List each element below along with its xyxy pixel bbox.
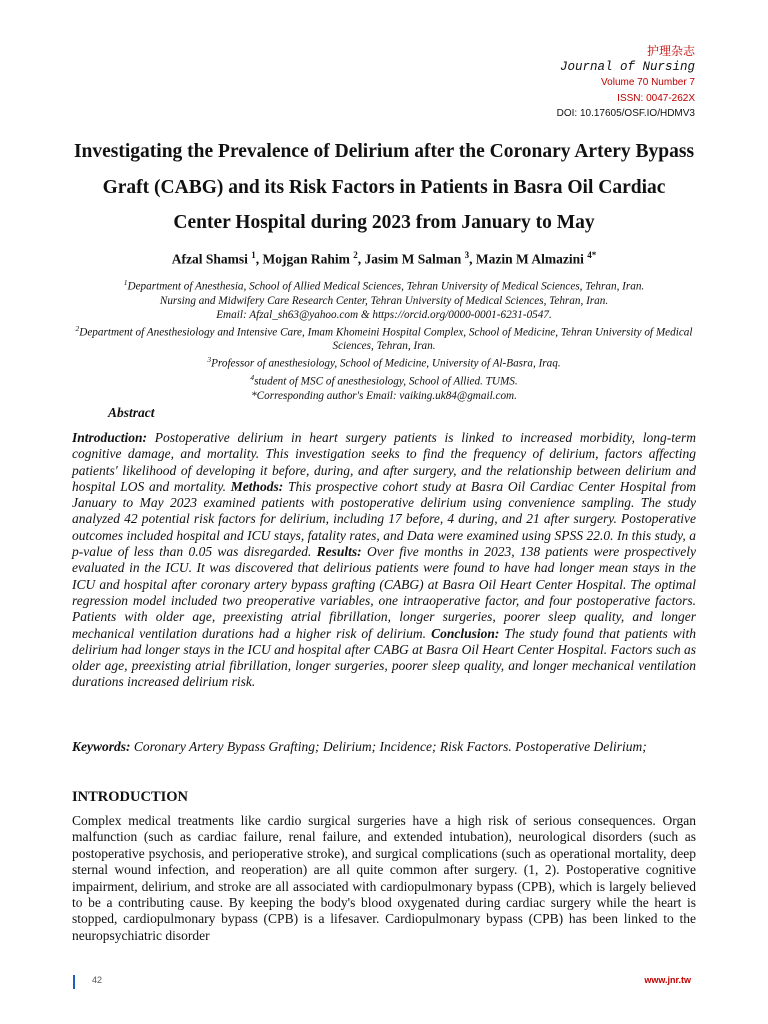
abstract-intro-text: Postoperative delirium in heart surgery patients is linked to increased morbidity, long-term cognitive damage, and mortality. This investigation seeks to find the frequency of delirium, factors affecting patients' likelihood of developing it before, during, and after surgery, and the relationship between delirium and hospital LOS and mortality. [72, 430, 696, 494]
author-separator: , [357, 251, 365, 267]
author-sup: 4* [587, 250, 597, 260]
affiliations [72, 276, 696, 403]
affiliation-line [72, 353, 696, 371]
author-list [72, 250, 696, 268]
paper-title: Investigating the Prevalence of Delirium after the Coronary Artery Bypass Graft (CABG) and its Risk Factors in Patients in Basra Oil Cardiac Center Hospital during 2023 from January to May [73, 141, 695, 233]
author-separator: , [469, 251, 476, 267]
abstract-conclusion-text: The study found that patients with delirium had longer stays in the ICU and hospital after CABG at Basra Oil Heart Center Hospital. Factors such as older age, preexisting atrial fibrillation, longer surgeries, poorer sleep quality, and longer mechanical ventilation durations increased delirium risk. [72, 625, 696, 690]
affiliation-sup: 1 [123, 278, 128, 287]
author-name: Mazin M Almazini [475, 251, 588, 267]
author-sup: 3 [464, 250, 470, 260]
abstract-intro-label: Introduction: [72, 430, 148, 445]
page-number: 42 [92, 975, 103, 985]
affiliation-sup: 3 [207, 355, 212, 365]
introduction-heading: INTRODUCTION [72, 789, 189, 805]
affiliation-text: Nursing and Midwifery Care Research Center, Tehran University of Medical Sciences, Tehran, Iran. [159, 294, 609, 307]
author-sup: 2 [353, 250, 358, 260]
journal-name: Journal of Nursing [559, 59, 695, 74]
abstract-body [72, 430, 696, 691]
affiliation-line [72, 308, 696, 322]
affiliation-sup: 2 [75, 323, 80, 333]
abstract-results-text: Over five months in 2023, 138 patients were prospectively evaluated in the ICU. It was discovered that delirious patients were found to have had longer mean stays in the ICU and hospital after coronary artery bypass grafting (CABG) at Basra Oil Heart Center Hospital. The optimal regression model included two preoperative variables, one intraoperative factor, and four postoperative factors. Patients with older age, preexisting atrial fibrillation, longer surgeries, poorer sleep quality, and longer mechanical ventilation durations had a higher risk of delirium. [72, 544, 697, 641]
keywords [72, 739, 696, 755]
affiliation-text: Professor of anesthesiology, School of Medicine, University of Al-Basra, Iraq. [211, 358, 561, 371]
journal-header [557, 44, 695, 122]
keywords-label: Keywords: [72, 739, 131, 754]
affiliation-text: Department of Anesthesiology and Intensive Care, Imam Khomeini Hospital Complex, School of Medicine, Tehran University of Medical Sciences, Tehran, Iran. [79, 326, 693, 353]
journal-volume: Volume 70 Number 7 [601, 77, 695, 88]
abstract-heading: Abstract [108, 405, 155, 420]
affiliation-line [72, 389, 696, 403]
author-separator: , [255, 251, 263, 267]
abstract-results-label: Results: [316, 544, 362, 560]
affiliation-email: Email: Afzal_sh63@yahoo.com & https://orcid.org/0000-0001-6231-0547. [216, 308, 552, 321]
author-name: Mojgan Rahim [262, 251, 354, 267]
footer-accent-bar [73, 975, 75, 989]
abstract-methods-text: This prospective cohort study at Basra Oil Cardiac Center Hospital from January to May 2023 examined patients with postoperative delirium using convenience sampling. The study analyzed 42 potential risk factors for delirium, including 17 before, 4 during, and 21 after surgery. Postoperative outcomes included hospital and ICU stays, fatality rates, and Data were examined using SPSS 22.0. In this study, a p-value of less than 0.05 was disregarded. [72, 478, 696, 560]
journal-chinese-title: 护理杂志 [646, 44, 695, 58]
abstract-methods-label: Methods: [230, 478, 284, 494]
affiliation-line [72, 276, 696, 294]
corresponding-email: *Corresponding author's Email: vaiking.uk84@gmail.com. [251, 389, 517, 402]
affiliation-sup: 4 [250, 373, 255, 383]
footer-website-link[interactable]: www.jnr.tw [644, 975, 691, 985]
affiliation-text: student of MSC of anesthesiology, School of Allied. TUMS. [254, 375, 518, 388]
affiliation-line [72, 294, 696, 308]
author-name: Afzal Shamsi [171, 251, 252, 267]
affiliation-text: Department of Anesthesia, School of Allied Medical Sciences, Tehran University of Medical Sciences, Tehran, Iran. [127, 280, 645, 293]
author-sup: 1 [251, 250, 256, 260]
abstract-conclusion-label: Conclusion: [431, 625, 500, 641]
author-name: Jasim M Salman [364, 251, 465, 267]
keywords-text: Coronary Artery Bypass Grafting; Delirium; Incidence; Risk Factors. Postoperative Delirium; [130, 739, 647, 754]
affiliation-line [72, 371, 696, 389]
journal-issn: ISSN: 0047-262X [617, 92, 695, 104]
introduction-body: Complex medical treatments like cardio surgical surgeries have a high risk of serious consequences. Organ malfunction (such as cardiac failure, renal failure, and extended intubation), neurological disorders (such as postoperative psychosis, and perioperative stroke), and surgical complications (such as operational mortality, deep sternal wound infection, and reoperation) are all quite common after surgery. (1, 2). Postoperative cognitive impairment, delirium, and stroke are all associated with cardiopulmonary bypass (CPB), which is largely believed to be a contributing cause. By keeping the body's blood oxygenated during cardiac surgery while the heart is stopped, cardiopulmonary bypass (CPB) is a lifesaver. Cardiopulmonary bypass (CPB) has been linked to the neuropsychiatric disorder [72, 813, 696, 943]
affiliation-line [72, 322, 696, 354]
journal-doi: DOI: 10.17605/OSF.IO/HDMV3 [556, 108, 695, 119]
